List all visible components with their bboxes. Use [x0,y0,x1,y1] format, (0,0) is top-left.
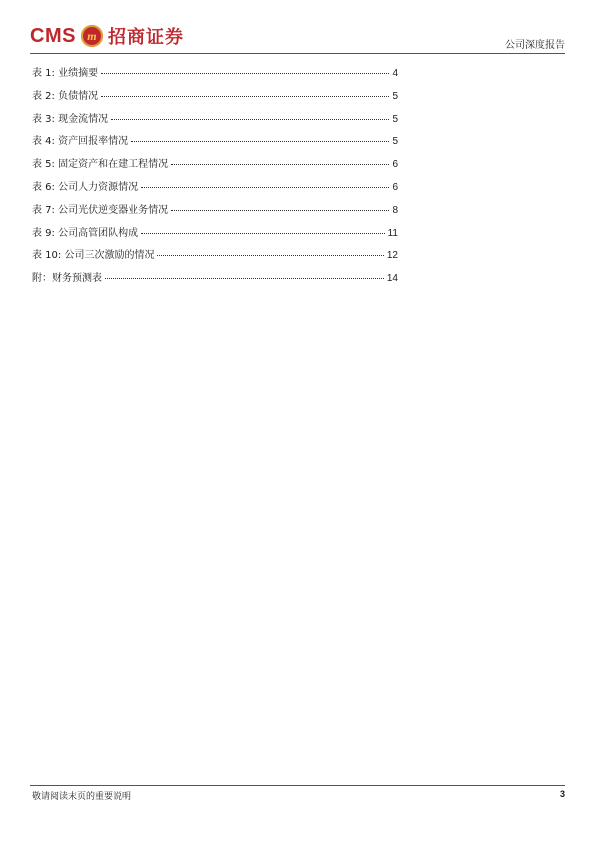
toc-entry-page: 5 [392,113,398,125]
toc-entry-label: 表 1: 业绩摘要 [32,68,99,79]
logo-chinese-name: 招商证券 [107,27,184,48]
cms-logo [30,22,184,50]
toc-entry[interactable] [32,110,398,133]
toc-entry[interactable] [32,155,398,178]
toc-entry-label: 附：财务预测表 [32,273,102,285]
page-number: 3 [559,789,565,799]
toc-leader-dots [171,210,389,211]
logo-seal-icon: m [81,25,103,47]
toc-entry[interactable] [32,201,398,224]
table-of-contents [32,64,398,292]
toc-leader-dots [157,255,383,256]
toc-entry-page: 14 [386,273,398,285]
toc-entry-page: 11 [387,227,398,239]
toc-entry-page: 5 [392,136,398,148]
toc-entry[interactable] [32,64,398,87]
toc-entry-page: 5 [392,90,398,102]
toc-entry-label: 表 6: 公司人力资源情况 [32,181,139,193]
toc-leader-dots [101,73,389,74]
toc-leader-dots [171,164,389,165]
toc-leader-dots [111,119,389,120]
toc-entry-page: 8 [392,204,398,216]
toc-entry-page: 4 [392,68,398,79]
toc-entry-label: 表 10: 公司三次激励的情况 [32,250,155,262]
page-header [30,20,565,54]
toc-entry[interactable] [32,132,398,155]
toc-leader-dots [141,187,389,188]
toc-entry[interactable] [32,269,398,292]
toc-entry-label: 表 7: 公司光伏逆变器业务情况 [32,204,169,216]
toc-leader-dots [105,278,384,279]
disclaimer-note: 敬请阅读末页的重要说明 [32,792,132,802]
toc-entry[interactable] [32,224,398,247]
toc-leader-dots [131,141,389,142]
footer-divider [30,785,565,786]
toc-entry-page: 12 [386,250,398,262]
header-divider [30,53,565,54]
toc-entry-page: 6 [392,159,398,171]
toc-entry[interactable] [32,178,398,201]
toc-entry[interactable] [32,246,398,269]
toc-entry-label: 表 9: 公司高管团队构成 [32,227,139,239]
report-type-label: 公司深度报告 [505,40,565,51]
toc-leader-dots [141,233,385,234]
toc-entry-label: 表 2: 负债情况 [32,90,99,102]
logo-cms-text: CMS [30,24,76,47]
toc-entry-label: 表 3: 现金流情况 [32,113,109,125]
toc-entry-label: 表 5: 固定资产和在建工程情况 [32,159,169,171]
toc-leader-dots [101,96,389,97]
toc-entry-label: 表 4: 资产回报率情况 [32,136,129,148]
toc-entry[interactable] [32,87,398,110]
toc-entry-page: 6 [392,181,398,193]
